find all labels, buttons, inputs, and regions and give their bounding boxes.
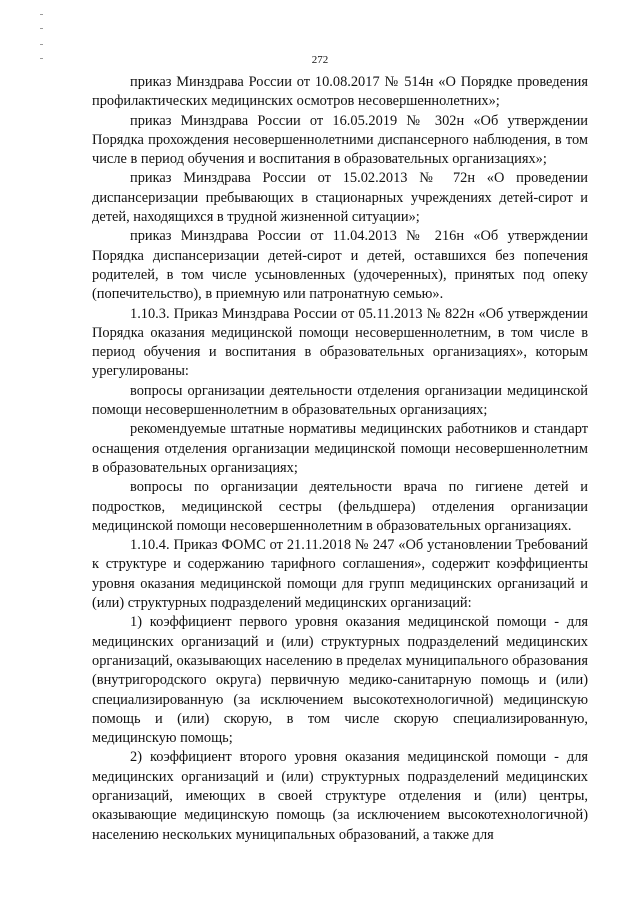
paragraph: приказ Минздрава России от 15.02.2013 № 72н «О проведении диспансеризации пребывающих в стационарных учреждениях детей-сирот и детей, находящихся в трудной жизненной ситуации»; [92, 170, 588, 226]
paragraph: приказ Минздрава России от 16.05.2019 № 302н «Об утверждении Порядка прохождения несовершеннолетними диспансерного наблюдения, в том числе в период обучения и воспитания в образовательных организациях»; [92, 112, 588, 168]
paragraph: вопросы организации деятельности отделения организации медицинской помощи несовершеннолетним в образовательных организациях; [92, 382, 588, 419]
paragraph: 1.10.4. Приказ ФОМС от 21.11.2018 № 247 «Об установлении Требований к структуре и содержанию тарифного соглашения», содержит коэффициенты уровня оказания медицинской помощи для групп медицинских организаций и (или) структурных подразделений медицинских организаций: [92, 537, 588, 612]
scan-artifact [40, 14, 43, 15]
scan-artifact [40, 44, 43, 45]
page-number: 272 [311, 54, 329, 66]
paragraph: вопросы по организации деятельности врача по гигиене детей и подростков, медицинской сестры (фельдшера) отделения организации медицинской помощи несовершеннолетним в образовательных организациях. [92, 479, 588, 534]
paragraph: 1) коэффициент первого уровня оказания медицинской помощи - для медицинских организаций и (или) структурных подразделений медицинских организаций, оказывающих населению в пределах муниципального образования (внутригородского округа) первичную медико-санитарную помощь и (или) специализированную (за исключением высокотехнологичной) медицинскую помощь и (или) скорую, в том числе скорую специализированную, медицинскую помощь; [92, 614, 588, 747]
document-body [92, 73, 588, 845]
scan-artifact [40, 28, 43, 29]
paragraph: приказ Минздрава России от 11.04.2013 № 216н «Об утверждении Порядка диспансеризации детей-сирот и детей, оставшихся без попечения родителей, в том числе усыновленных (удочеренных), принятых под опеку (попечительство), в приемную или патронатную семью». [92, 228, 588, 303]
paragraph: 2) коэффициент второго уровня оказания медицинской помощи - для медицинских организаций и (или) структурных подразделений медицинских организаций, имеющих в своей структуре отделения и (или) центры, оказывающие медицинскую помощь (за исключением высокотехнологичной) населению нескольких муниципальных образований, а также для [92, 749, 588, 843]
paragraph: 1.10.3. Приказ Минздрава России от 05.11.2013 № 822н «Об утверждении Порядка оказания медицинской помощи несовершеннолетним, в том числе в период обучения и воспитания в образовательных организациях», которым урегулированы: [92, 305, 588, 380]
paragraph: приказ Минздрава России от 10.08.2017 № 514н «О Порядке проведения профилактических медицинских осмотров несовершеннолетних»; [92, 74, 588, 110]
paragraph: рекомендуемые штатные нормативы медицинских работников и стандарт оснащения отделения организации медицинской помощи несовершеннолетним в образовательных организациях; [92, 421, 588, 476]
